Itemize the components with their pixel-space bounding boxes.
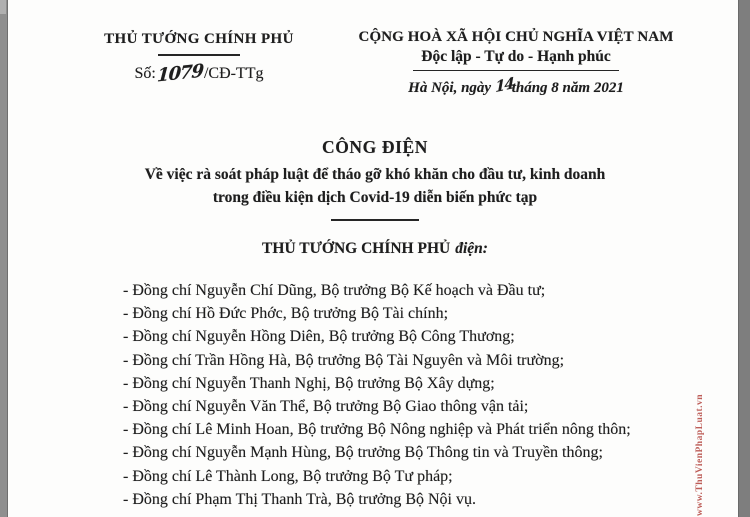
- document-number-line: [68, 60, 330, 87]
- issuer-underline: [158, 54, 240, 56]
- motto-underline: [413, 70, 619, 71]
- title-block: [80, 137, 670, 221]
- issuer-name: THỦ TƯỚNG CHÍNH PHỦ: [104, 31, 294, 47]
- recipient-line: - Đồng chí Phạm Thị Thanh Trà, Bộ trưởng Bộ Nội vụ.: [123, 490, 476, 508]
- salutation-issuer: THỦ TƯỚNG CHÍNH PHỦ: [262, 240, 451, 257]
- document-number-handwritten: 1079: [156, 60, 204, 87]
- subject-line-1: Về việc rà soát pháp luật để tháo gỡ khó khăn cho đầu tư, kinh doanh: [144, 166, 606, 183]
- document-subject: [80, 163, 670, 209]
- subject-line-2: trong điều kiện dịch Covid-19 diễn biến phức tạp: [212, 189, 538, 206]
- national-motto: Độc lập - Tự do - Hạnh phúc: [421, 48, 611, 65]
- document-number-suffix: /CĐ-TTg: [203, 65, 264, 82]
- place-date-prefix: Hà Nội, ngày: [408, 80, 492, 96]
- header-right-block: [346, 29, 686, 97]
- salutation-line: [0, 240, 750, 258]
- recipient-line: - Đồng chí Lê Minh Hoan, Bộ trưởng Bộ Nông nghiệp và Phát triển nông thôn;: [123, 421, 631, 439]
- salutation-verb: điện:: [455, 240, 488, 257]
- place-date-suffix: tháng 8 năm 2021: [511, 80, 624, 96]
- date-day-handwritten: 14: [495, 73, 514, 97]
- place-date-line: [346, 73, 686, 97]
- recipient-line: - Đồng chí Nguyễn Chí Dũng, Bộ trưởng Bộ Kế hoạch và Đầu tư;: [123, 282, 546, 299]
- national-title: CỘNG HOÀ XÃ HỘI CHỦ NGHĨA VIỆT NAM: [358, 29, 674, 45]
- recipient-line: - Đồng chí Trần Hồng Hà, Bộ trưởng Bộ Tài Nguyên và Môi trường;: [123, 351, 565, 369]
- title-divider: [331, 219, 419, 221]
- recipient-line: - Đồng chí Lê Thành Long, Bộ trưởng Bộ Tư pháp;: [123, 467, 453, 485]
- page-left-edge: [0, 0, 8, 517]
- header-left-block: [68, 31, 330, 87]
- recipient-line: - Đồng chí Hồ Đức Phớc, Bộ trưởng Bộ Tài chính;: [123, 305, 449, 323]
- recipient-line: - Đồng chí Nguyễn Văn Thể, Bộ trưởng Bộ Giao thông vận tải;: [123, 398, 529, 416]
- recipient-line: - Đồng chí Nguyễn Mạnh Hùng, Bộ trưởng Bộ Thông tin và Truyền thông;: [123, 444, 603, 462]
- document-number-label: Số:: [134, 65, 156, 82]
- recipient-line: - Đồng chí Nguyễn Hồng Diên, Bộ trưởng Bộ Công Thương;: [123, 328, 515, 346]
- page-left-edge-notch: [0, 0, 6, 14]
- recipient-line: - Đồng chí Nguyễn Thanh Nghị, Bộ trưởng Bộ Xây dựng;: [123, 374, 495, 392]
- recipients-list: [123, 279, 743, 511]
- document-type-title: CÔNG ĐIỆN: [321, 137, 429, 157]
- watermark-vertical-text: www.ThuVienPhapLuat.vn: [695, 393, 705, 516]
